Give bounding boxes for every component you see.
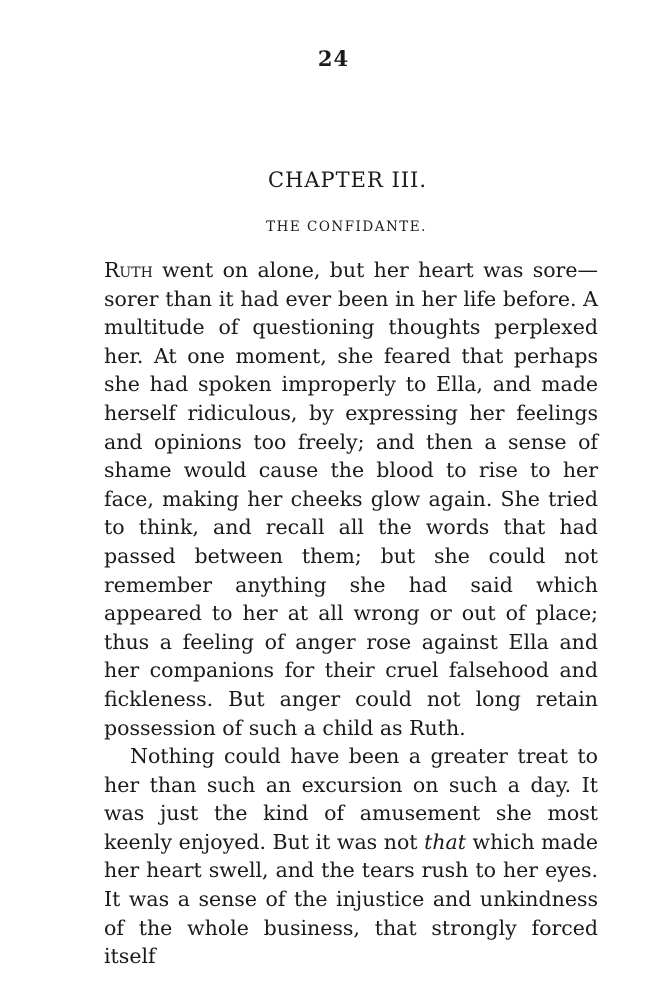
chapter-title: CHAPTER III.: [267, 168, 428, 192]
page-number: 24: [317, 46, 350, 71]
paragraph: [104, 742, 598, 971]
paragraph-opening-word: Ruth: [104, 258, 153, 282]
paragraph-text: which made her heart swell, and the tears rush to her eyes. It was a sense of the injustice and unkindness of the whole business, that strongly forced itself: [104, 829, 598, 969]
emphasized-word: that: [424, 829, 466, 854]
chapter-subtitle: THE CONFIDANTE.: [266, 219, 427, 235]
paragraph-text: Nothing could have been a greater treat to her than such an excursion on such a day. It was just the kind of amusement she most keenly enjoyed. But it was not: [104, 744, 598, 854]
paragraph: [104, 256, 598, 742]
paragraph-text: went on alone, but her heart was sore—sorer than it had ever been in her life before. A multitude of questioning thoughts perplexed her. At one moment, she feared that perhaps she had spoken improperly to Ella, and made herself ridiculous, by expressing her feelings and opinions too freely; and then a sense of shame would cause the blood to rise to her face, making her cheeks glow again. She tried to think, and recall all the words that had passed between them; but she could not remember anything she had said which appeared to her at all wrong or out of place; thus a feeling of anger rose against Ella and her companions for their cruel falsehood and fickleness. But anger could not long retain possession of such a child as Ruth.: [104, 258, 598, 740]
body-text: [104, 256, 598, 971]
